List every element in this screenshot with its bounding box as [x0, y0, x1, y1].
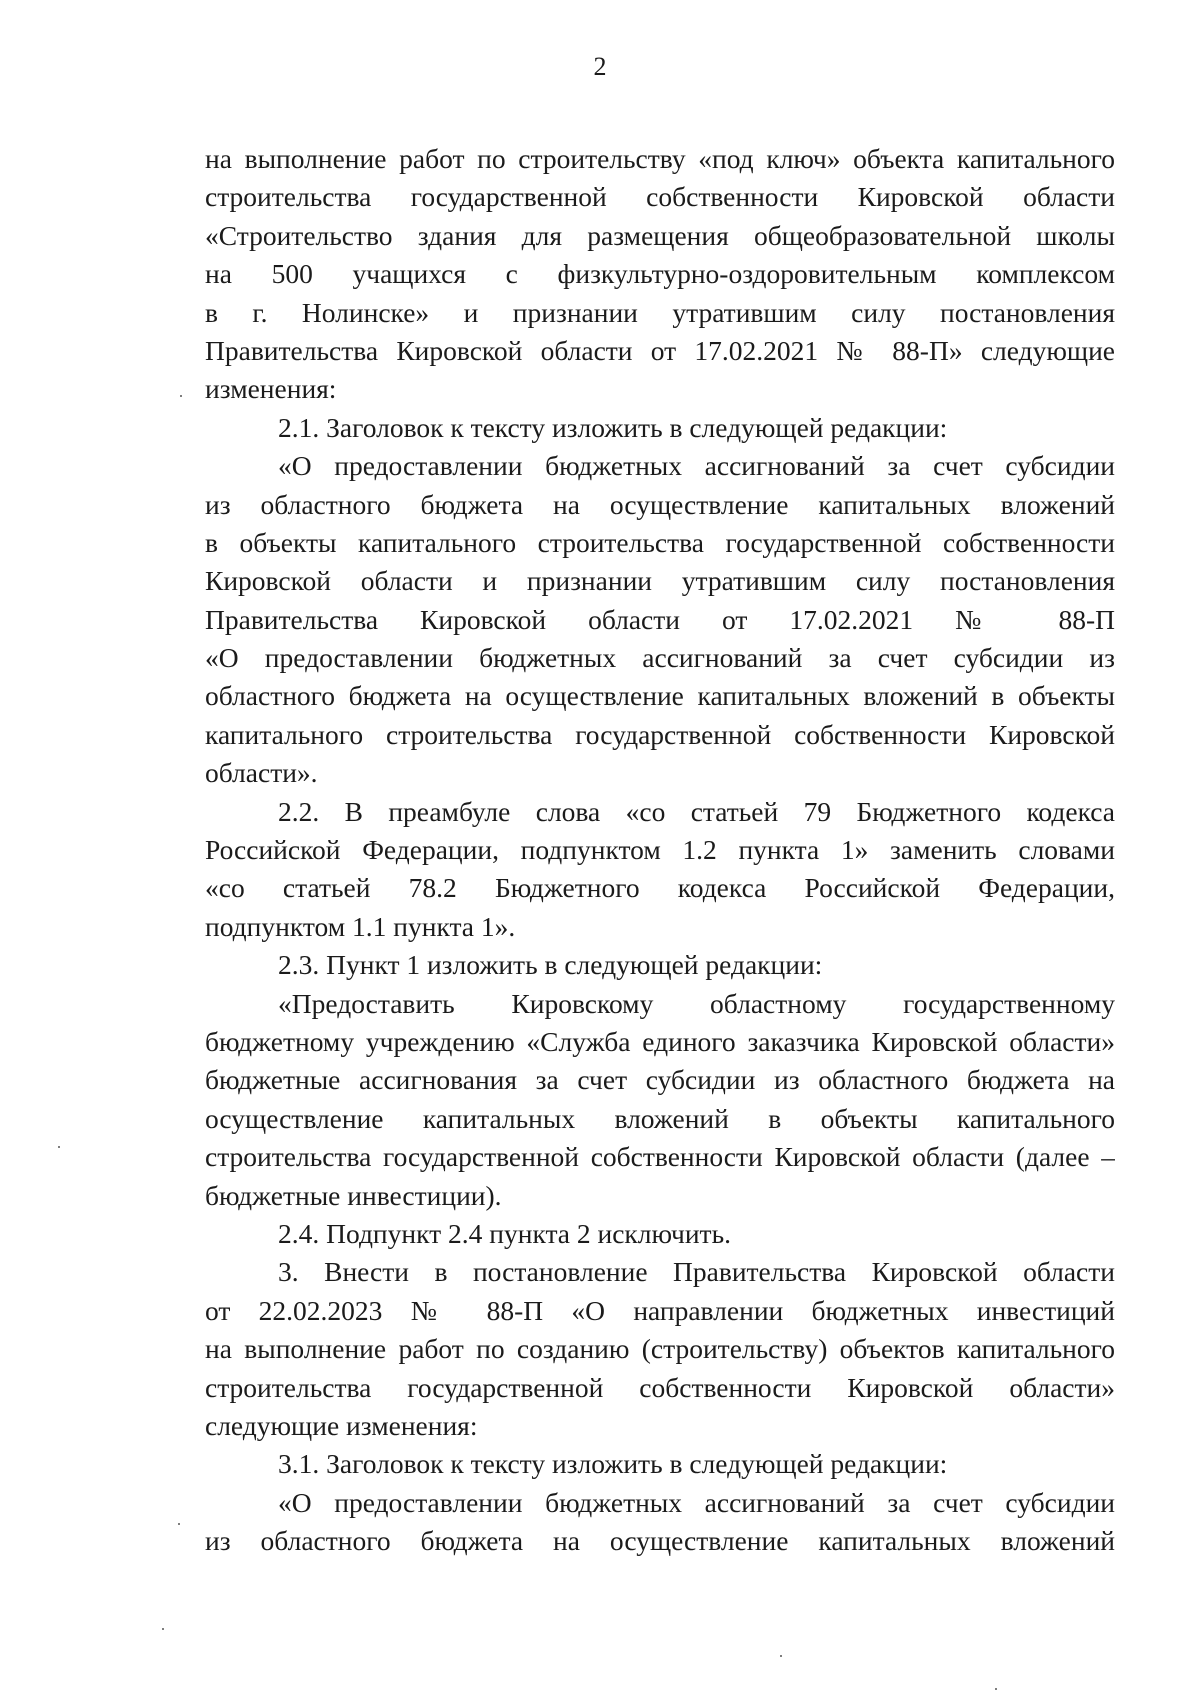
- page-number: 2: [593, 52, 607, 81]
- text-line: на выполнение работ по строительству «под ключ» объекта капитального: [205, 143, 1115, 174]
- text-line: следующие изменения:: [205, 1409, 478, 1441]
- text-line: Правительства Кировской области от 17.02.2021 № 88-П» следующие: [205, 334, 1115, 366]
- scan-speck: [780, 1655, 782, 1657]
- text-line: бюджетные инвестиции).: [205, 1179, 502, 1211]
- text-line: бюджетные ассигнования за счет субсидии из областного бюджета на: [205, 1064, 1115, 1096]
- text-line: из областного бюджета на осуществление капитальных вложений: [205, 1525, 1115, 1557]
- paragraph-first-line: «О предоставлении бюджетных ассигнований за счет субсидии: [278, 1486, 1115, 1518]
- text-line: области».: [205, 757, 318, 789]
- text-line: «Строительство здания для размещения общеобразовательной школы: [205, 219, 1115, 251]
- scan-speck: [995, 1688, 997, 1690]
- text-line: «со статьей 78.2 Бюджетного кодекса Российской Федерации,: [205, 872, 1115, 904]
- text-line: на выполнение работ по созданию (строительству) объектов капитального: [205, 1333, 1115, 1365]
- text-line: Правительства Кировской области от 17.02.2021 № 88-П: [205, 603, 1115, 635]
- paragraph-first-line: 2.1. Заголовок к тексту изложить в следующей редакции:: [278, 411, 948, 443]
- text-line: осуществление капитальных вложений в объекты капитального: [205, 1102, 1115, 1134]
- document-body: [205, 140, 1115, 1560]
- paragraph-first-line: «О предоставлении бюджетных ассигнований за счет субсидии: [278, 450, 1115, 482]
- scan-speck: [162, 1628, 164, 1630]
- scan-speck: [178, 1523, 180, 1525]
- text-line: от 22.02.2023 № 88-П «О направлении бюджетных инвестиций: [205, 1294, 1115, 1326]
- text-line: подпунктом 1.1 пункта 1».: [205, 910, 516, 942]
- text-line: в г. Нолинске» и признании утратившим силу постановления: [205, 296, 1115, 328]
- paragraph-first-line: 3.1. Заголовок к тексту изложить в следующей редакции:: [278, 1448, 948, 1480]
- text-line: «О предоставлении бюджетных ассигнований за счет субсидии из: [205, 642, 1115, 674]
- paragraph-first-line: «Предоставить Кировскому областному государственному: [278, 987, 1115, 1019]
- paragraph-first-line: 2.4. Подпункт 2.4 пункта 2 исключить.: [278, 1217, 731, 1249]
- text-line: строительства государственной собственности Кировской области»: [205, 1371, 1115, 1403]
- paragraph-first-line: 2.3. Пункт 1 изложить в следующей редакции:: [278, 949, 823, 981]
- text-line: Кировской области и признании утратившим силу постановления: [205, 565, 1115, 597]
- text-line: из областного бюджета на осуществление капитальных вложений: [205, 488, 1115, 520]
- scan-speck: [58, 1146, 60, 1148]
- text-line: строительства государственной собственности Кировской области: [205, 181, 1115, 213]
- paragraph-first-line: 3. Внести в постановление Правительства Кировской области: [278, 1256, 1115, 1288]
- scan-speck: [180, 395, 182, 397]
- text-line: в объекты капитального строительства государственной собственности: [205, 526, 1115, 558]
- text-line: капитального строительства государственной собственности Кировской: [205, 718, 1115, 750]
- text-line: строительства государственной собственности Кировской области (далее –: [205, 1141, 1115, 1173]
- text-line: Российской Федерации, подпунктом 1.2 пункта 1» заменить словами: [205, 834, 1115, 866]
- text-line: изменения:: [205, 373, 337, 405]
- text-line: областного бюджета на осуществление капитальных вложений в объекты: [205, 680, 1115, 712]
- text-line: на 500 учащихся с физкультурно-оздоровительным комплексом: [205, 258, 1115, 290]
- paragraph-first-line: 2.2. В преамбуле слова «со статьей 79 Бюджетного кодекса: [278, 795, 1115, 827]
- text-line: бюджетному учреждению «Служба единого заказчика Кировской области»: [205, 1025, 1115, 1057]
